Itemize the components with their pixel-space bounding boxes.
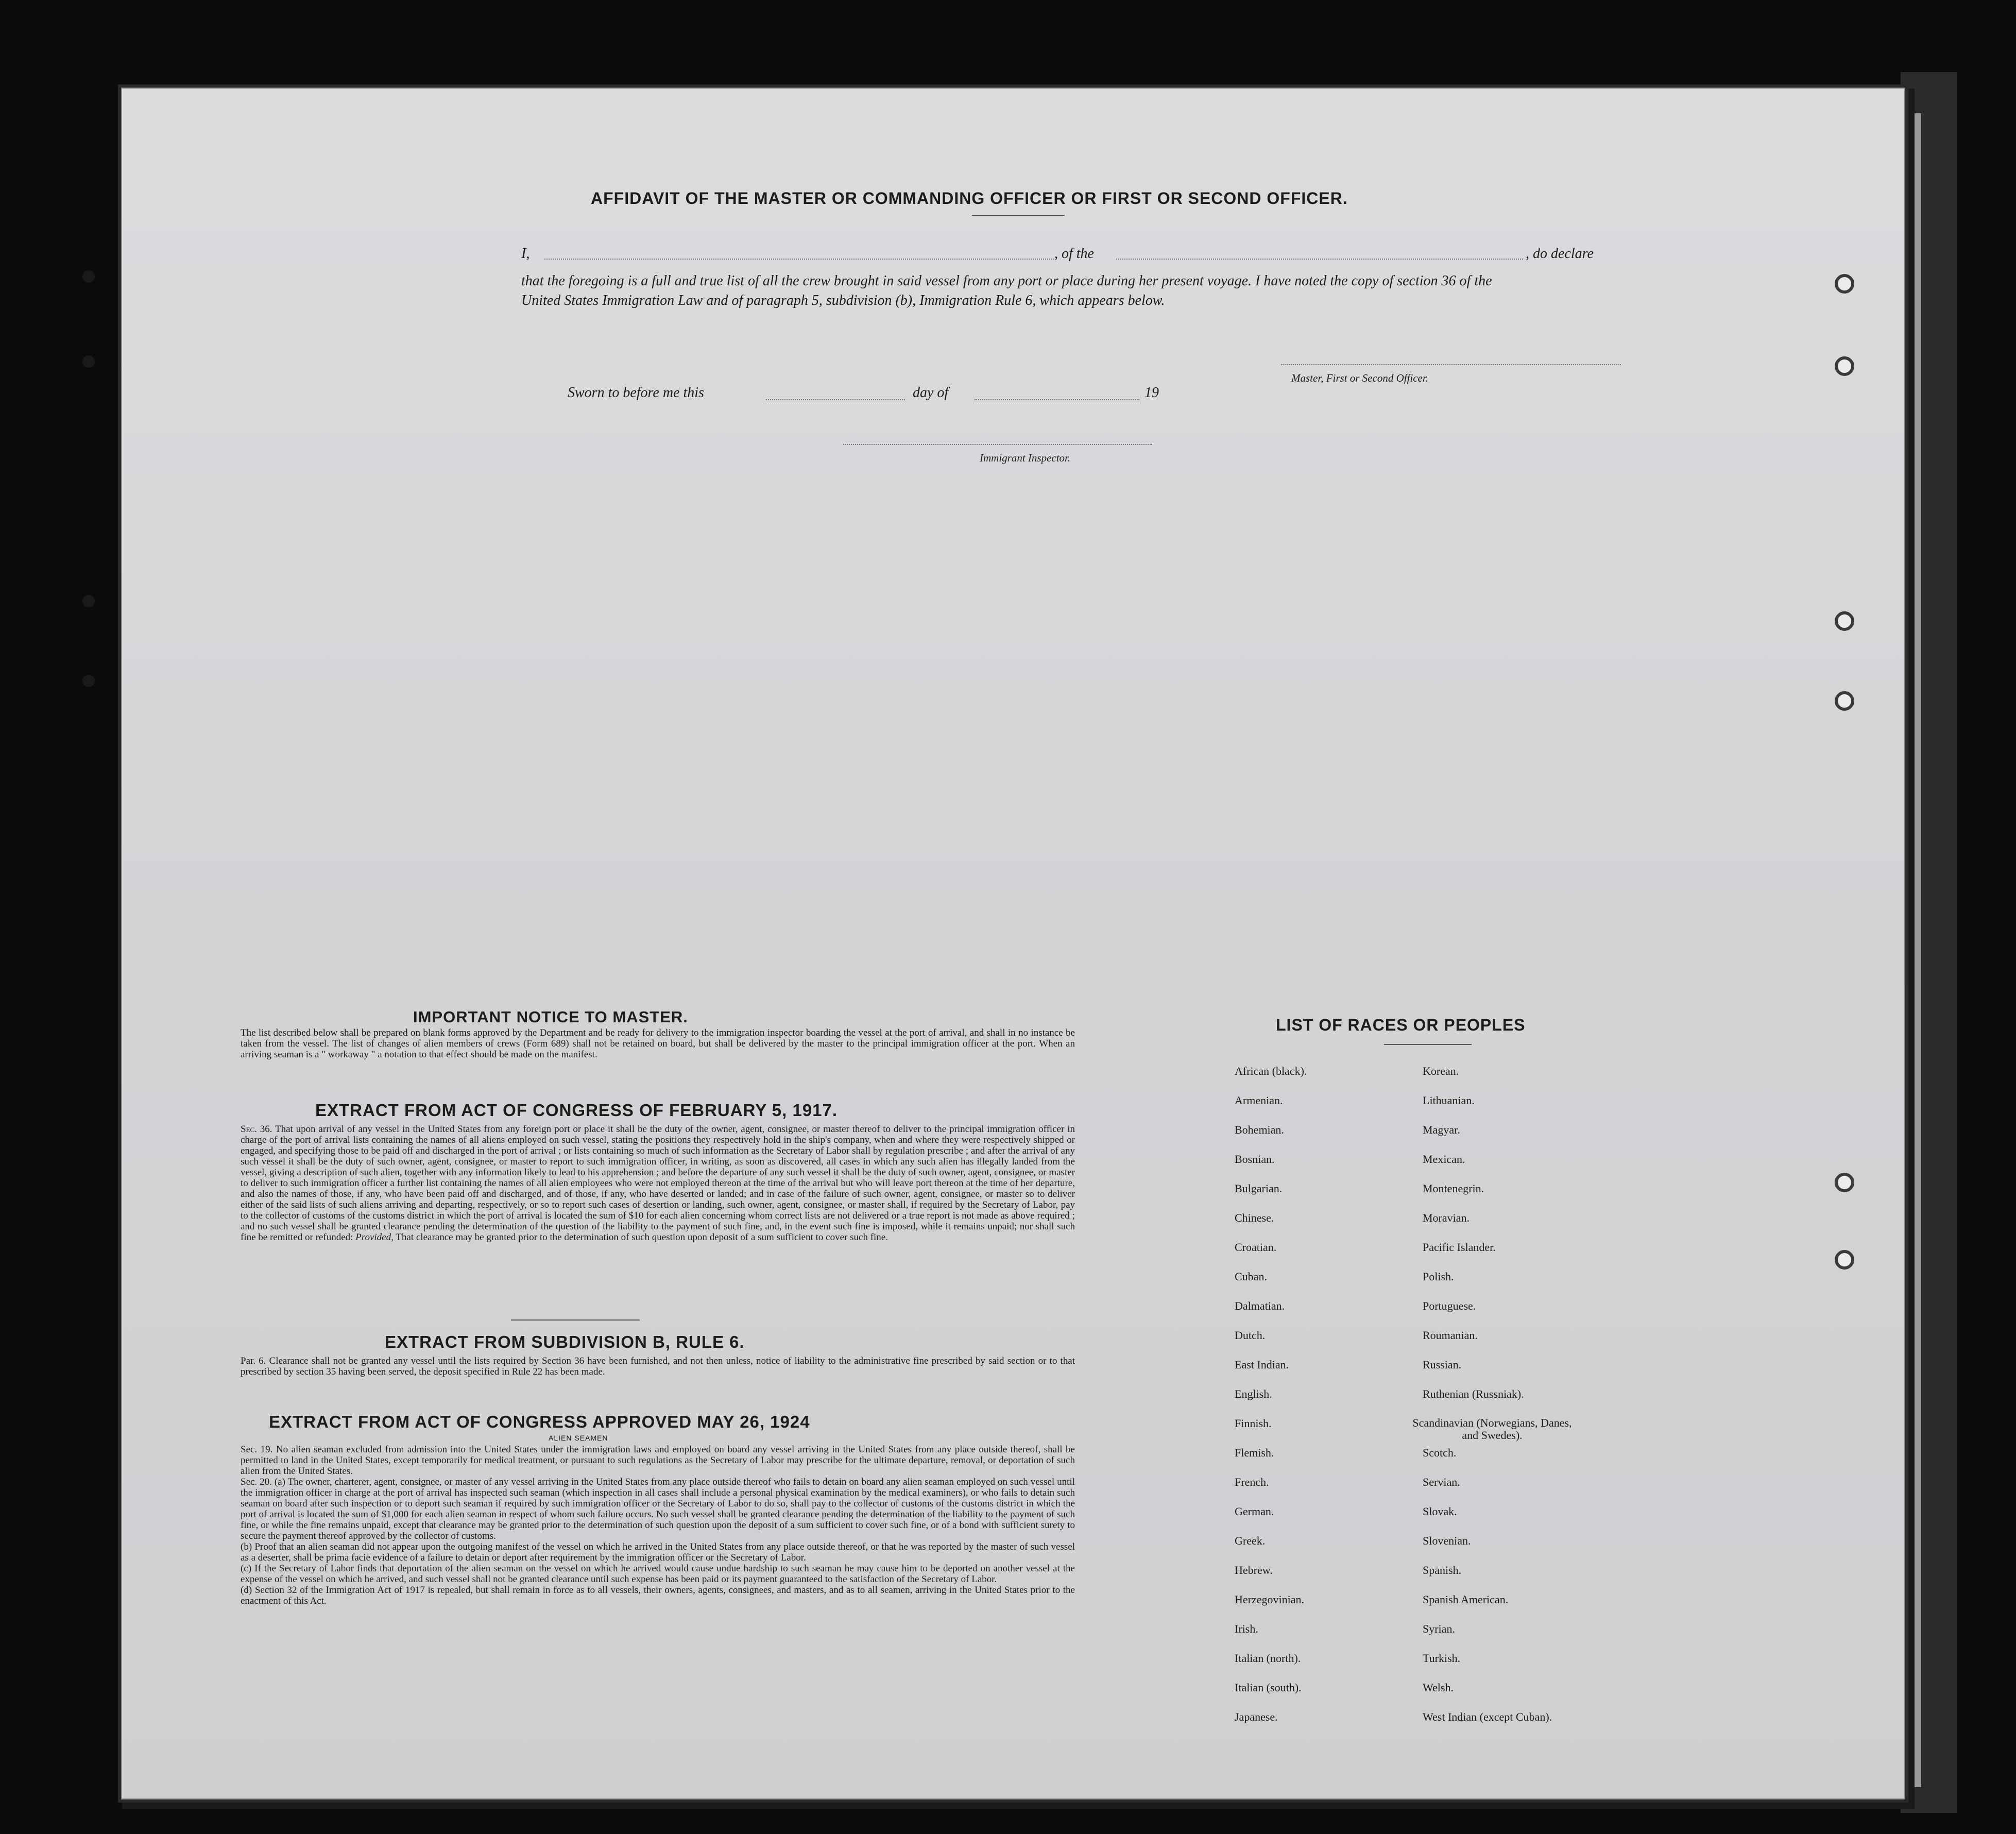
race-item: Servian.: [1423, 1476, 1460, 1488]
affidavit-of-the: , of the: [1054, 246, 1094, 262]
sworn-day-field[interactable]: [766, 399, 905, 400]
affidavit-declare: , do declare: [1526, 246, 1594, 262]
races-title: LIST OF RACES OR PEOPLES: [1276, 1016, 1526, 1034]
form-page: [121, 88, 1905, 1799]
binder-hole: [82, 595, 95, 607]
race-item: Slovak.: [1423, 1505, 1457, 1518]
race-item: German.: [1235, 1505, 1274, 1518]
race-item: Bohemian.: [1235, 1123, 1284, 1136]
race-item: Hebrew.: [1235, 1564, 1273, 1576]
race-item: English.: [1235, 1387, 1272, 1400]
race-item: Dalmatian.: [1235, 1299, 1285, 1312]
race-item: Roumanian.: [1423, 1329, 1478, 1342]
race-item: Montenegrin.: [1423, 1182, 1484, 1195]
race-item: Scotch.: [1423, 1446, 1457, 1459]
race-item: Slovenian.: [1423, 1534, 1471, 1547]
race-item: Syrian.: [1423, 1622, 1455, 1635]
punch-hole: [1835, 356, 1854, 376]
inspector-signature-field[interactable]: [843, 444, 1152, 445]
sworn-month-field[interactable]: [975, 399, 1139, 400]
extract-1917-text: [241, 1124, 1075, 1243]
page-fold: [1906, 113, 1921, 1787]
sec-20d-paragraph: (d) Section 32 of the Immigration Act of 1917 is repealed, but shall remain in force as to all vessels, their owners, agents, consignees, and masters, and as to all seamen, arriving in the United States prior to the enactment of this Act.: [241, 1585, 1075, 1606]
extract-rule6-title: EXTRACT FROM SUBDIVISION B, RULE 6.: [385, 1332, 745, 1351]
race-item: Italian (south).: [1235, 1681, 1302, 1694]
race-item: Mexican.: [1423, 1153, 1465, 1165]
races-rule: [1384, 1044, 1472, 1045]
year-prefix: 19: [1144, 385, 1159, 401]
race-item: Ruthenian (Russniak).: [1423, 1387, 1524, 1400]
signature-field[interactable]: [1281, 364, 1621, 365]
extract-1924-title: EXTRACT FROM ACT OF CONGRESS APPROVED MAY 26, 1924: [269, 1412, 810, 1431]
race-item: Dutch.: [1235, 1329, 1266, 1342]
race-item: Armenian.: [1235, 1094, 1283, 1107]
race-item: Irish.: [1235, 1622, 1258, 1635]
punch-hole: [1835, 611, 1854, 631]
punch-hole: [1835, 1173, 1854, 1192]
punch-hole: [1835, 691, 1854, 711]
race-item: Italian (north).: [1235, 1652, 1301, 1665]
sworn-label: Sworn to before me this: [568, 385, 704, 401]
race-item: Scandinavian (Norwegians, Danes, and Swedes).: [1412, 1416, 1572, 1442]
title-rule: [972, 215, 1065, 216]
race-item: Spanish.: [1423, 1564, 1462, 1576]
race-item: Lithuanian.: [1423, 1094, 1475, 1107]
race-item: Finnish.: [1235, 1417, 1272, 1430]
race-item: Cuban.: [1235, 1270, 1267, 1283]
race-item: West Indian (except Cuban).: [1423, 1710, 1552, 1723]
race-item: Korean.: [1423, 1065, 1459, 1077]
section-rule: [511, 1319, 640, 1321]
race-item: Bulgarian.: [1235, 1182, 1283, 1195]
affidavit-i: I,: [521, 246, 530, 262]
extract-1917-title: EXTRACT FROM ACT OF CONGRESS OF FEBRUARY 5, 1917.: [315, 1101, 838, 1120]
race-item: Portuguese.: [1423, 1299, 1476, 1312]
race-item: Flemish.: [1235, 1446, 1274, 1459]
race-item: Magyar.: [1423, 1123, 1460, 1136]
sec-19-paragraph: Sec. 19. No alien seaman excluded from admission into the United States under the immigration laws and employed on board any vessel arriving in the United States from any place outside thereof, shall be permitted to land in the United States, except temporarily for medical treatment, or pursuant to such regulations as the Secretary of Labor may prescribe for the ultimate departure, removal, or deportation of such alien from the United States.: [241, 1444, 1075, 1477]
race-item: Chinese.: [1235, 1211, 1274, 1224]
race-item: Herzegovinian.: [1235, 1593, 1304, 1606]
race-item: East Indian.: [1235, 1358, 1289, 1371]
sec-20c-paragraph: (c) If the Secretary of Labor finds that deportation of the alien seaman on the vessel on which he arrived would cause undue hardship to such seaman he may cause him to be deported on another vessel at the expense of the vessel on which he arrived, and such vessel shall not be granted clearance until such expense has been paid or its payment guaranteed to the satisfaction of the Secretary of Labor.: [241, 1563, 1075, 1585]
punch-hole: [1835, 274, 1854, 294]
race-item: Moravian.: [1423, 1211, 1470, 1224]
race-item: Spanish American.: [1423, 1593, 1509, 1606]
race-item: Turkish.: [1423, 1652, 1461, 1665]
sec-36-label: Sec. 36.: [241, 1124, 272, 1135]
vessel-field[interactable]: [1116, 259, 1523, 260]
race-item: Greek.: [1235, 1534, 1266, 1547]
binder-hole: [82, 675, 95, 687]
race-item: Bosnian.: [1235, 1153, 1275, 1165]
extract-rule6-text: Par. 6. Clearance shall not be granted any vessel until the lists required by Section 36 have been furnished, and not then unless, notice of liability to the administrative fine prescribed by said section or to that prescribed by section 35 having been served, the deposit specified in Rule 22 has been made.: [241, 1356, 1075, 1377]
race-item: African (black).: [1235, 1065, 1307, 1077]
day-of-label: day of: [913, 385, 949, 401]
race-item: Polish.: [1423, 1270, 1454, 1283]
race-item: Russian.: [1423, 1358, 1462, 1371]
punch-hole: [1835, 1250, 1854, 1270]
affidavit-body: that the foregoing is a full and true list of all the crew brought in said vessel from any port or place during her present voyage. I have noted the copy of section 36 of the United States Immigration Law and of paragraph 5, subdivision (b), Immigration Rule 6, which appears below.: [521, 273, 1492, 308]
inspector-label: Immigrant Inspector.: [980, 452, 1071, 464]
binder-hole: [82, 270, 95, 283]
race-item: Pacific Islander.: [1423, 1241, 1496, 1254]
provided-word: Provided,: [355, 1232, 394, 1243]
binder-hole: [82, 355, 95, 368]
sec-36-body: That upon arrival of any vessel in the United States from any foreign port or place it shall be the duty of the owner, agent, consignee, or master thereof to deliver to the principal immigration officer in charge of the port of arrival lists containing the names of all aliens employed on such vessel, stating the positions they respectively hold in the ship's company, when and where they were respectively shipped or engaged, and specifying those to be paid off and discharged in the port of arrival ; or lists containing so much of such information as the Secretary of Labor shall by regulation prescribe ; and after the arrival of any such vessel it shall be the duty of such owner, agent, consignee, or master to report to such immigration officer, in writing, as soon as discovered, all cases in which any such alien has illegally landed from the vessel, giving a description of such alien, together with any information likely to lead to his apprehension ; and before the departure of any such vessel it shall be the duty of such owner, agent, consignee, or master to deliver to such immigration officer a further list containing the names of all alien employees who were not employed thereon at the time of the arrival but who will leave port thereon at the time of her departure, and also the names of those, if any, who have been paid off and discharged, and of those, if any, who have deserted or landed; and in case of the failure of such owner, agent, consignee, or master so to deliver either of the said lists of such aliens arriving and departing, respectively, or so to report such cases of desertion or landing, such owner, agent, consignee, or master shall, if required by the Secretary of Labor, pay to the collector of customs of the customs district in which the port of arrival is located the sum of $10 for each alien concerning whom correct lists are not delivered or a true report is not made as above required ; and no such vessel shall be granted clearance pending the determination of the question of the liability to the payment of such fine, and, in the event such fine is imposed, while it remains unpaid; nor shall such fine be remitted or refunded:: [241, 1124, 1075, 1243]
notice-title: IMPORTANT NOTICE TO MASTER.: [413, 1008, 688, 1026]
extract-1924-text: [241, 1444, 1075, 1606]
signer-label: Master, First or Second Officer.: [1291, 372, 1428, 384]
sec-20a-paragraph: Sec. 20. (a) The owner, charterer, agent, consignee, or master of any vessel arriving in the United States from any place outside thereof who fails to detain on board any alien seaman employed on such vessel until the immigration officer in charge at the port of arrival has inspected such seaman (which inspection in all cases shall include a personal physical examination by the medical examiners), or who fails to detain such seaman on board after such inspection or to deport such seaman if required by such immigration officer or the Secretary of Labor to do so, shall pay to the collector of customs of the customs district in which the port of arrival is located the sum of $1,000 for each alien seaman in respect of whom such failure occurs. No such vessel shall be granted clearance pending the determination of the liability to the payment of such fine, or while the fine remains unpaid, except that clearance may be granted prior to the determination of such question upon the deposit of a sum sufficient to cover such fine, or of a bond with sufficient surety to secure the payment thereof approved by the collector of customs.: [241, 1477, 1075, 1541]
name-field[interactable]: [544, 259, 1054, 260]
race-item: Welsh.: [1423, 1681, 1454, 1694]
race-item: French.: [1235, 1476, 1269, 1488]
race-item: Japanese.: [1235, 1710, 1278, 1723]
race-item: Croatian.: [1235, 1241, 1277, 1254]
affidavit-title: AFFIDAVIT OF THE MASTER OR COMMANDING OFFICER OR FIRST OR SECOND OFFICER.: [591, 189, 1348, 208]
extract-1924-subtitle: ALIEN SEAMEN: [549, 1434, 608, 1442]
notice-text: The list described below shall be prepared on blank forms approved by the Department and be ready for delivery to the immigration inspector boarding the vessel at the port of arrival, and shall in no instance be taken from the vessel. The list of changes of alien members of crews (Form 689) shall not be retained on board, but shall be delivered by the master to the principal immigration officer at the port. When an arriving seaman is a " workaway " a notation to that effect should be made on the manifest.: [241, 1027, 1075, 1060]
sec-36-end: That clearance may be granted prior to the determination of such question upon deposit of a sum sufficient to cover such fine.: [396, 1232, 888, 1243]
sec-20b-paragraph: (b) Proof that an alien seaman did not appear upon the outgoing manifest of the vessel on which he arrived in the United States from any place outside thereof, or that he was reported by the master of such vessel as a deserter, shall be prima facie evidence of a failure to detain or deport after requirement by the immigration officer or the Secretary of Labor.: [241, 1541, 1075, 1563]
